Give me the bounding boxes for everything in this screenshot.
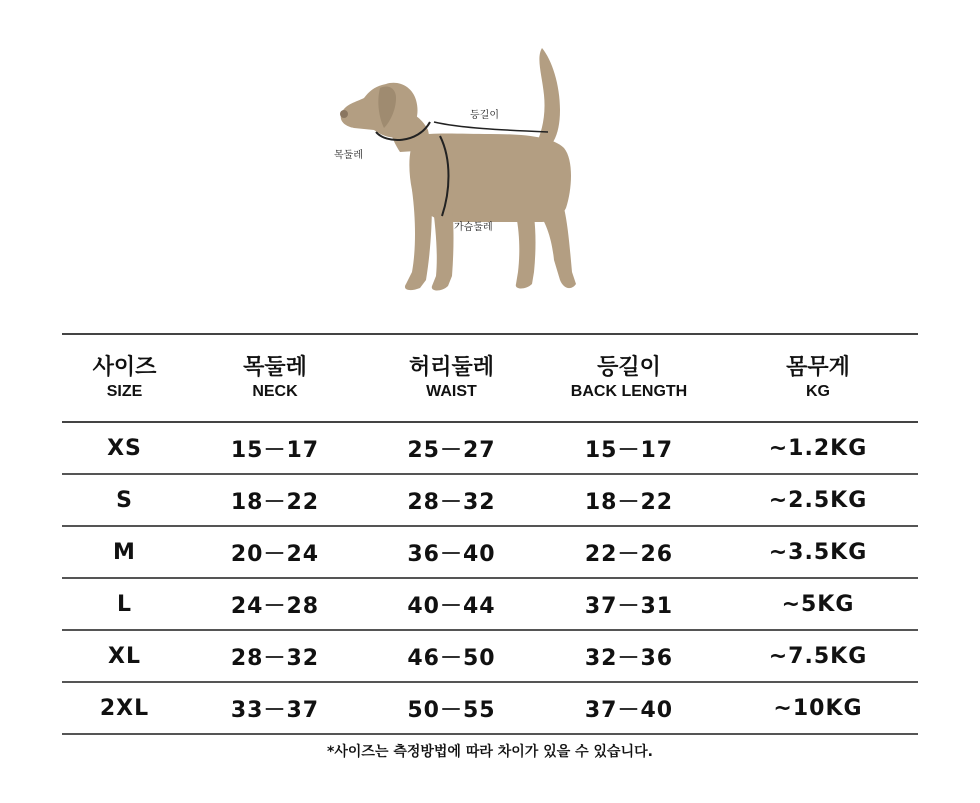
header-waist — [363, 334, 540, 422]
cell-back-length: 15－17 — [584, 437, 674, 463]
cell-waist: 50－55 — [407, 697, 496, 723]
cell-neck: 15－17 — [230, 437, 320, 463]
table-row — [62, 474, 918, 526]
dog-measurement-illustration — [320, 40, 600, 300]
cell-back-length: 18－22 — [584, 489, 674, 515]
chest-label: 가슴둘레 — [454, 222, 493, 233]
header-waist-en: WAIST — [426, 383, 477, 400]
back-length-label: 등길이 — [470, 110, 499, 121]
cell-size: XL — [108, 643, 141, 669]
cell-waist: 36－40 — [407, 541, 496, 567]
cell-waist: 40－44 — [407, 593, 496, 619]
cell-weight: ~1.2KG — [768, 435, 868, 461]
header-neck-en: NECK — [252, 383, 298, 400]
cell-neck: 20－24 — [230, 541, 320, 567]
header-weight — [718, 334, 918, 422]
cell-weight: ~7.5KG — [768, 643, 868, 669]
header-weight-ko: 몸무게 — [786, 355, 850, 380]
header-back-length-en: BACK LENGTH — [570, 383, 688, 400]
header-waist-ko: 허리둘레 — [408, 355, 494, 380]
cell-back-length: 37－31 — [584, 593, 674, 619]
cell-size: M — [113, 539, 136, 565]
cell-neck: 33－37 — [230, 697, 320, 723]
cell-weight: ~3.5KG — [768, 539, 868, 565]
cell-waist: 46－50 — [407, 645, 496, 671]
dog-silhouette-icon — [320, 40, 600, 300]
header-back-length-ko: 등길이 — [597, 355, 661, 380]
cell-size: XS — [107, 435, 142, 461]
cell-back-length: 37－40 — [584, 697, 674, 723]
table-row — [62, 578, 918, 630]
header-back-length — [540, 334, 718, 422]
header-neck — [187, 334, 363, 422]
table-row — [62, 526, 918, 578]
table-row — [62, 682, 918, 734]
cell-neck: 28－32 — [230, 645, 320, 671]
size-chart-table — [62, 333, 918, 735]
neck-label: 목둘레 — [334, 150, 363, 161]
header-neck-ko: 목둘레 — [243, 355, 307, 380]
header-size-ko: 사이즈 — [92, 355, 157, 380]
header-weight-en: KG — [806, 383, 830, 400]
table-row — [62, 630, 918, 682]
cell-neck: 24－28 — [230, 593, 320, 619]
cell-neck: 18－22 — [230, 489, 320, 515]
size-disclaimer-note: *사이즈는 측정방법에 따라 차이가 있을 수 있습니다. — [327, 744, 653, 760]
cell-weight: ~5KG — [781, 591, 855, 617]
cell-size: L — [116, 591, 133, 617]
cell-size: S — [116, 487, 133, 513]
cell-weight: ~10KG — [773, 695, 863, 721]
table-header-row — [62, 334, 918, 422]
cell-weight: ~2.5KG — [768, 487, 868, 513]
cell-back-length: 22－26 — [584, 541, 674, 567]
cell-waist: 28－32 — [407, 489, 496, 515]
cell-back-length: 32－36 — [584, 645, 674, 671]
header-size-en: SIZE — [106, 383, 143, 400]
header-size — [62, 334, 187, 422]
cell-waist: 25－27 — [407, 437, 496, 463]
table-row — [62, 422, 918, 474]
cell-size: 2XL — [99, 695, 150, 721]
